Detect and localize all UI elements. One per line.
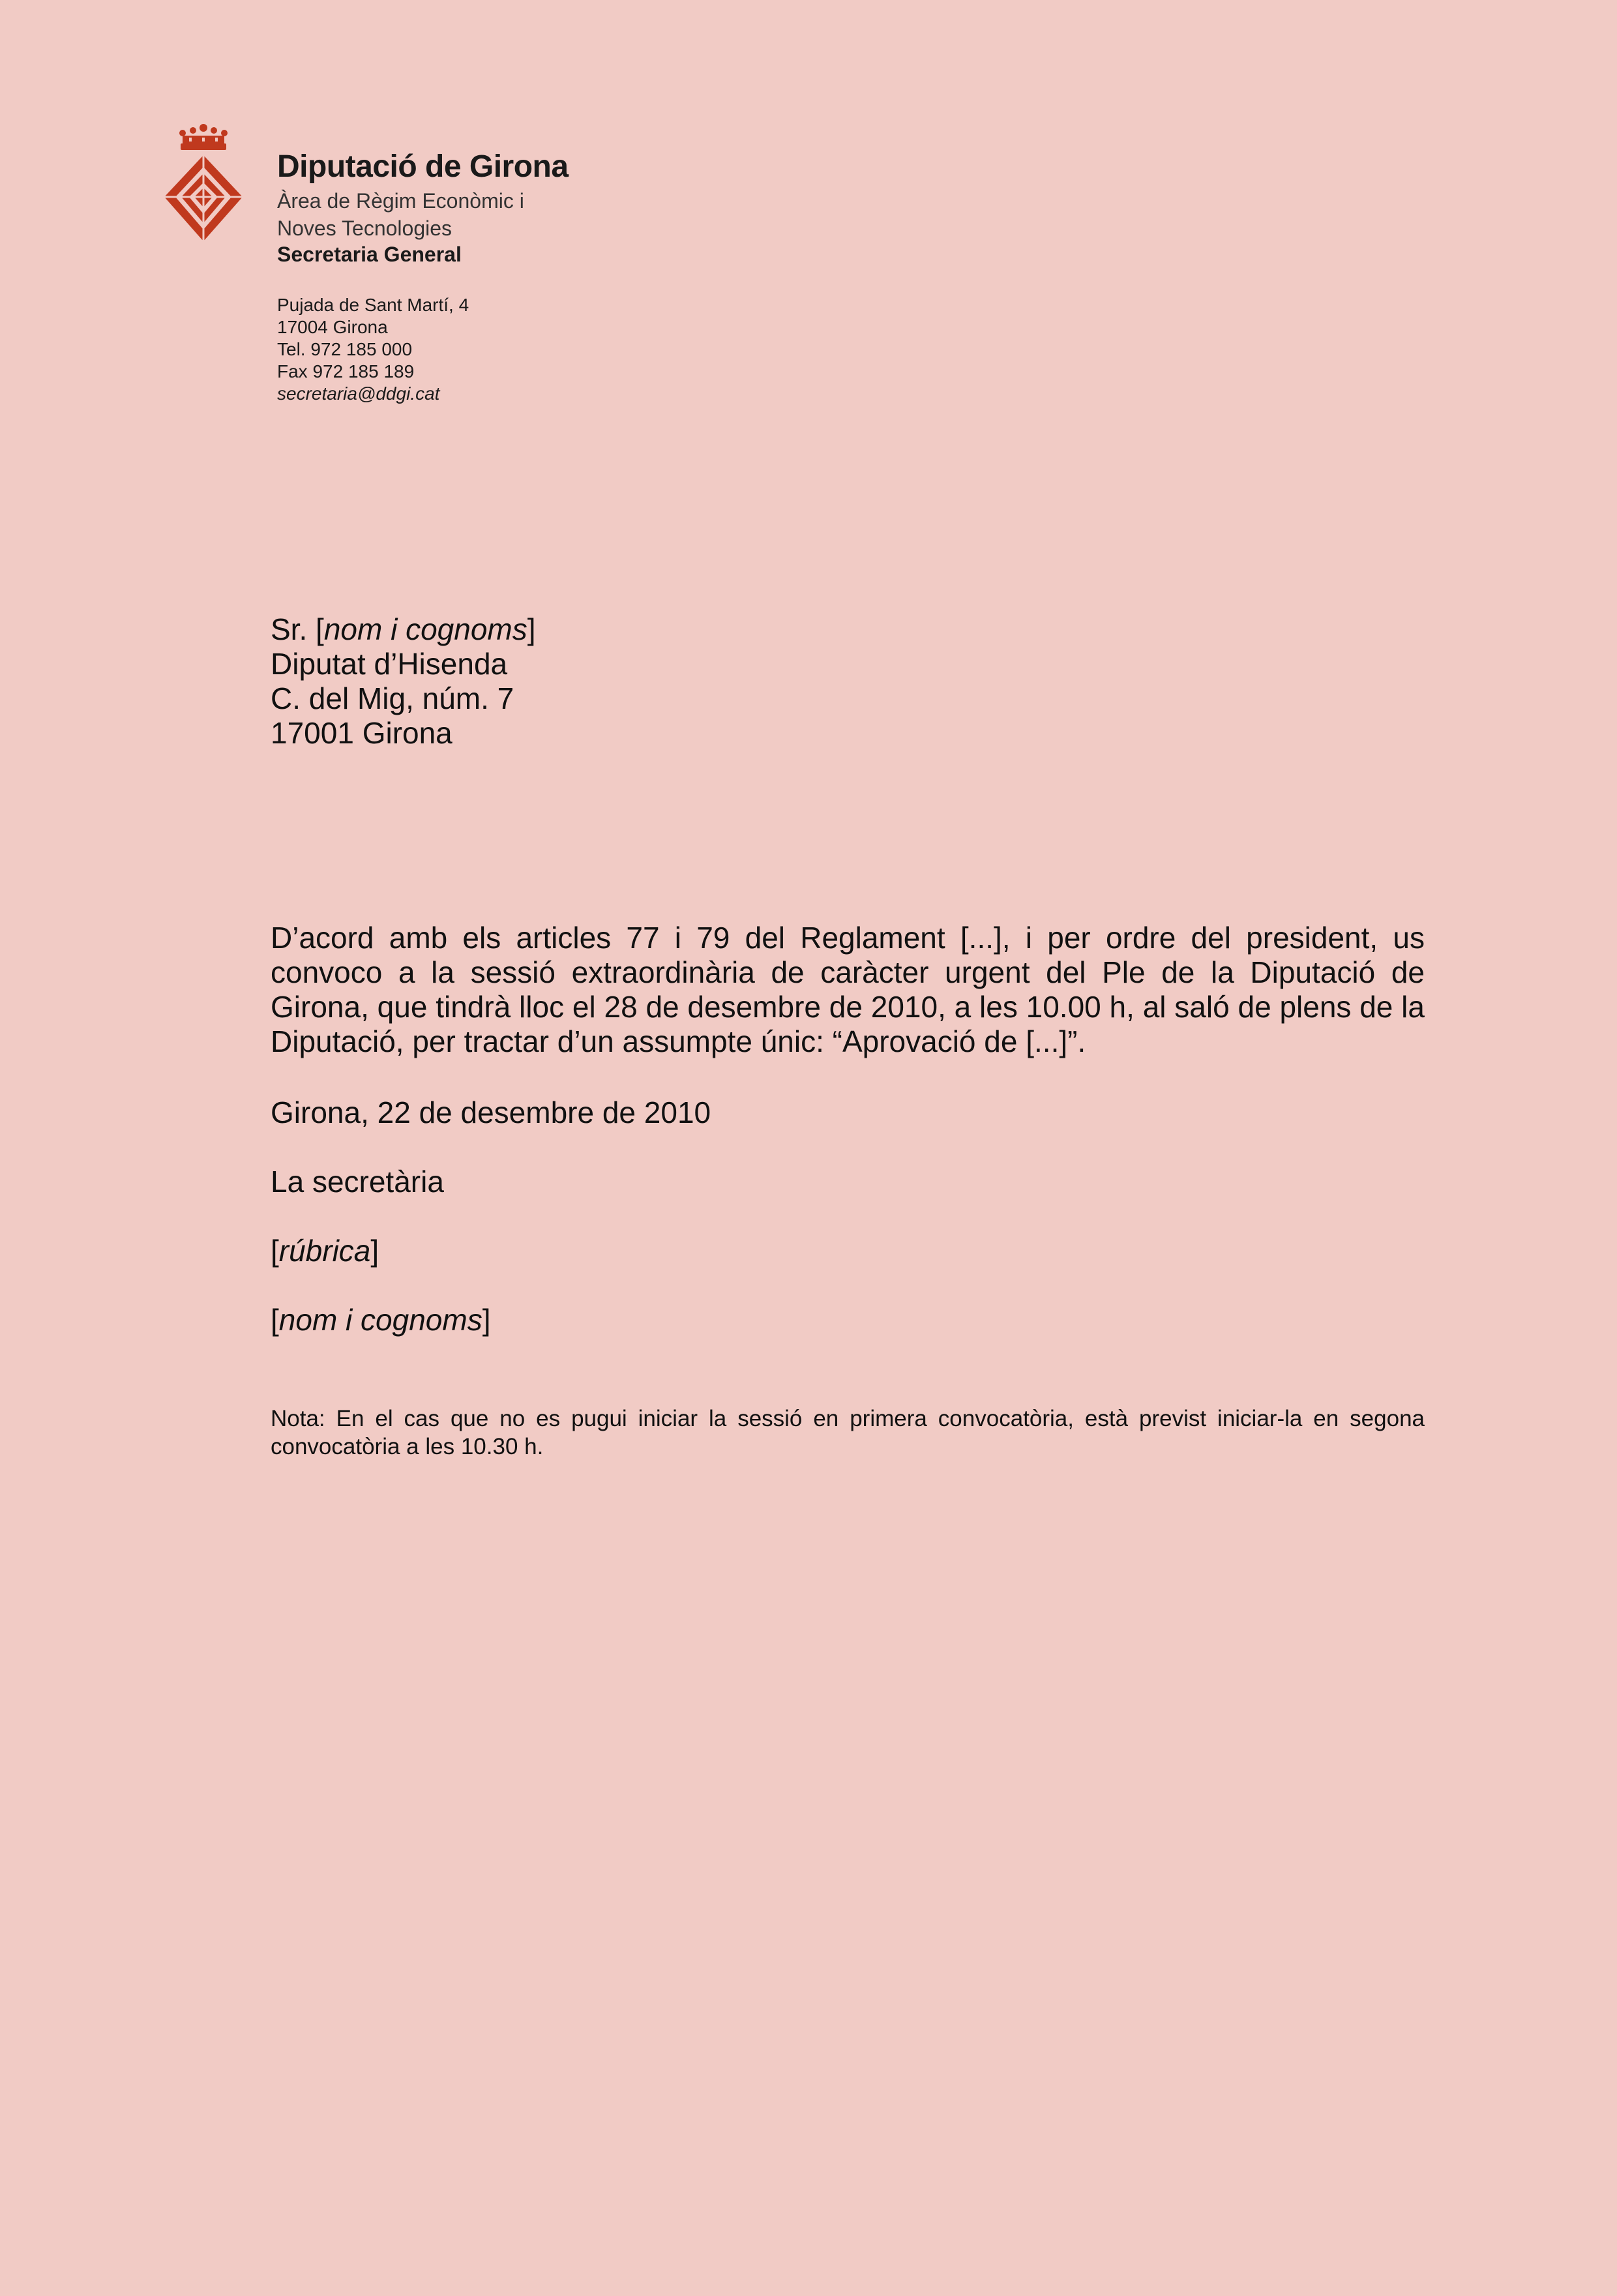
convocation-paragraph: D’acord amb els articles 77 i 79 del Reglament [...], i per ordre del president, us convoco a la sessió extraordinària de caràcter urgent del Ple de la Diputació de Girona, que tindrà lloc el 28 de desembre de 2010, a les 10.00 h, al saló de plens de la Diputació, per tractar d’un assumpte únic: “Aprovació de [...]”. <box>271 921 1425 1058</box>
recipient-name-line <box>271 612 536 647</box>
area-line-1: Àrea de Règim Econòmic i <box>277 189 524 213</box>
footnote: Nota: En el cas que no es pugui iniciar la sessió en primera convocatòria, està previst iniciar-la en segona convocatòria a les 10.30 h. <box>271 1406 1425 1459</box>
recipient-street: C. del Mig, núm. 7 <box>271 681 514 715</box>
signatory-name-open-bracket: [ <box>271 1303 279 1337</box>
signature-open-bracket: [ <box>271 1234 279 1268</box>
fax-number: Fax 972 185 189 <box>277 361 415 381</box>
signature-close-bracket: ] <box>370 1234 379 1268</box>
address-city: 17004 Girona <box>277 317 388 337</box>
recipient-prefix: Sr. [ <box>271 612 324 646</box>
area-line-2: Noves Tecnologies <box>277 216 452 240</box>
place-and-date: Girona, 22 de desembre de 2010 <box>271 1096 711 1129</box>
recipient-city: 17001 Girona <box>271 716 452 750</box>
signature-text: rúbrica <box>278 1234 371 1268</box>
signatory-name <box>271 1302 490 1337</box>
signature-placeholder <box>271 1233 379 1268</box>
organization-name: Diputació de Girona <box>277 149 569 184</box>
department-name: Secretaria General <box>277 243 462 266</box>
address-street: Pujada de Sant Martí, 4 <box>277 295 469 315</box>
recipient-name-placeholder: nom i cognoms <box>323 612 527 646</box>
signatory-name-close-bracket: ] <box>482 1303 491 1337</box>
shield-icon <box>164 155 243 241</box>
phone-number: Tel. 972 185 000 <box>277 339 413 359</box>
diputacio-girona-logo <box>163 117 261 248</box>
signatory-role: La secretària <box>271 1165 444 1199</box>
signatory-name-text: nom i cognoms <box>278 1303 482 1337</box>
crown-icon <box>179 124 228 150</box>
recipient-title: Diputat d’Hisenda <box>271 647 508 681</box>
email-address: secretaria@ddgi.cat <box>277 383 440 404</box>
recipient-suffix: ] <box>527 612 536 646</box>
